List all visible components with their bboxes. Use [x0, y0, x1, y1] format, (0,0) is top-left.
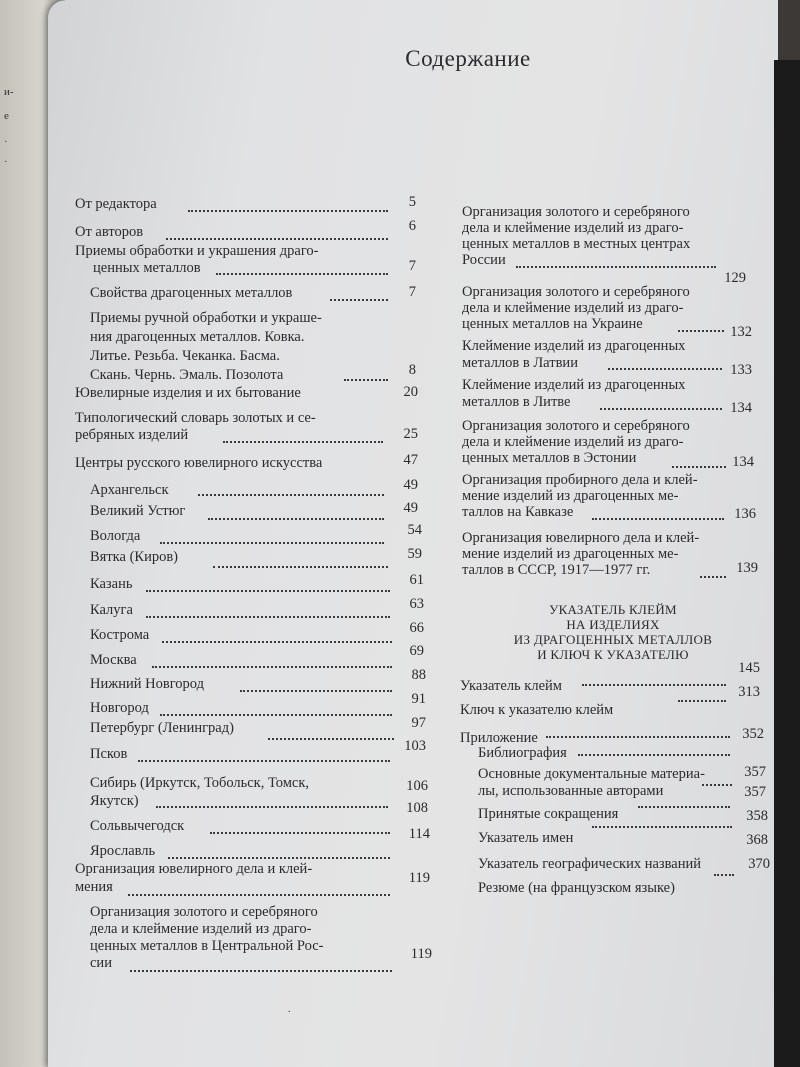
toc-entry — [90, 774, 410, 810]
page-number: 313 — [738, 684, 760, 700]
toc-entry — [90, 843, 155, 860]
toc-entry-text: Нижний Новгород — [90, 676, 205, 692]
page-number: 357 — [744, 764, 766, 780]
toc-entry — [478, 745, 567, 762]
leader-dots — [714, 874, 734, 876]
toc-entry-text: лы, использованные авторами — [478, 783, 664, 799]
toc-entry-text: дела и клеймение изделий из драго- — [462, 434, 684, 450]
toc-entry-text: таллов в СССР, 1917—1977 гг. — [462, 562, 651, 578]
leader-dots — [592, 518, 724, 520]
toc-entry-text: Литье. Резьба. Чеканка. Басма. — [90, 348, 280, 364]
leader-dots — [208, 518, 384, 520]
page-number: 134 — [730, 400, 752, 416]
page-number: 59 — [407, 546, 422, 562]
page-number: 47 — [403, 452, 418, 468]
leader-dots — [160, 714, 392, 716]
toc-entry-text: Вятка (Киров) — [90, 549, 178, 565]
page-number: 133 — [730, 362, 752, 378]
page-number: 370 — [748, 856, 770, 872]
toc-entry — [75, 385, 395, 402]
toc-entry — [90, 720, 234, 737]
toc-entry-text: От авторов — [75, 224, 144, 240]
toc-entry-text: таллов на Кавказе — [462, 504, 574, 520]
page-speck: . — [288, 1004, 291, 1015]
page-number: 129 — [724, 270, 746, 286]
page-number: 54 — [407, 522, 422, 538]
toc-entry — [460, 678, 562, 695]
toc-entry-text: Организация золотого и серебряного — [462, 418, 690, 434]
toc-entry-text: Приемы ручной обработки и украше- — [90, 310, 322, 326]
leader-dots — [146, 590, 390, 592]
toc-entry-text: мения — [75, 879, 113, 895]
toc-entry-text: Организация ювелирного дела и клей- — [75, 861, 313, 877]
leader-dots — [138, 760, 390, 762]
page-number: 119 — [408, 870, 430, 886]
toc-entry — [90, 904, 410, 972]
toc-entry — [90, 627, 149, 644]
toc-entry-text: Организация золотого и серебряного — [90, 904, 318, 920]
toc-entry-text: Резюме (на французском языке) — [478, 880, 675, 896]
toc-entry — [90, 503, 185, 520]
toc-entry — [90, 602, 133, 619]
toc-entry-text: От редактора — [75, 196, 157, 212]
leader-dots — [188, 210, 388, 212]
toc-entry-text: Центры русского ювелирного искусства — [75, 455, 323, 471]
toc-entry — [462, 530, 752, 578]
toc-entry-text: Организация ювелирного дела и клей- — [462, 530, 700, 546]
toc-entry-text: дела и клеймение изделий из драго- — [462, 220, 684, 236]
page-number: 7 — [408, 258, 416, 274]
page-number: 139 — [736, 560, 758, 576]
page-title: Содержание — [405, 46, 531, 71]
toc-entry — [90, 549, 178, 566]
leader-dots — [223, 441, 383, 443]
leader-dots — [516, 266, 716, 268]
leader-dots — [156, 806, 388, 808]
leader-dots — [672, 466, 726, 468]
toc-entry-text: Организация золотого и серебряного — [462, 204, 690, 220]
index-heading-line: ИЗ ДРАГОЦЕННЫХ МЕТАЛЛОВ — [513, 632, 713, 647]
toc-entry — [460, 702, 613, 719]
page-number: 5 — [408, 194, 416, 210]
page-number: 7 — [408, 284, 416, 300]
page-number: 119 — [410, 946, 432, 962]
toc-entry-text: Указатель имен — [478, 830, 574, 846]
toc-entry — [90, 818, 184, 835]
toc-entry-text: Якутск) — [90, 793, 139, 809]
leader-dots — [168, 857, 390, 859]
toc-entry-text: Ювелирные изделия и их бытование — [75, 385, 301, 401]
leader-dots — [546, 736, 730, 738]
toc-entry-text: ценных металлов в Центральной Рос- — [90, 938, 324, 954]
page-number: 61 — [409, 572, 424, 588]
toc-entry-text: сии — [90, 955, 112, 971]
toc-entry-text: Калуга — [90, 602, 133, 618]
toc-entry-text: мение изделий из драгоценных ме- — [462, 488, 679, 504]
leader-dots — [166, 238, 388, 240]
toc-entry — [90, 576, 132, 593]
toc-entry — [90, 482, 169, 499]
leader-dots — [198, 494, 384, 496]
toc-entry-text: Указатель клейм — [460, 678, 562, 694]
leader-dots — [128, 894, 390, 896]
toc-entry — [478, 766, 748, 800]
leader-dots — [210, 832, 390, 834]
page-number: 132 — [730, 324, 752, 340]
index-heading — [488, 602, 738, 662]
toc-entry-text: Основные документальные материа- — [478, 766, 705, 782]
toc-entry-text: Клеймение изделий из драгоценных — [462, 338, 686, 354]
leader-dots — [700, 576, 726, 578]
page-number: 49 — [403, 477, 418, 493]
toc-entry-text: Свойства драгоценных металлов — [90, 285, 293, 301]
toc-entry-text: Указатель географических названий — [478, 856, 702, 872]
toc-entry — [478, 880, 675, 897]
toc-entry-text: Новгород — [90, 700, 149, 716]
page-number: 103 — [404, 738, 426, 754]
leader-dots — [678, 330, 724, 332]
toc-entry-text: Приемы обработки и украшения драго- — [75, 243, 319, 259]
toc-entry-text: Москва — [90, 652, 137, 668]
toc-entry — [478, 830, 573, 847]
prev-page-fragment: · — [4, 156, 8, 168]
toc-entry — [478, 856, 701, 873]
page-number: 145 — [738, 660, 760, 676]
page-number: 108 — [406, 800, 428, 816]
toc-entry-text: Организация пробирного дела и клей- — [462, 472, 698, 488]
page-number: 69 — [409, 643, 424, 659]
page-number: 358 — [746, 808, 768, 824]
page-number: 25 — [403, 426, 418, 442]
book-cover-edge — [774, 60, 800, 1067]
toc-entry-text: Псков — [90, 746, 128, 762]
toc-entry-text: Великий Устюг — [90, 503, 186, 519]
prev-page-fragment: · — [4, 136, 8, 148]
page-number: 66 — [409, 620, 424, 636]
toc-entry — [75, 455, 395, 472]
toc-entry — [462, 377, 752, 411]
leader-dots — [160, 542, 384, 544]
toc-entry-text: Сибирь (Иркутск, Тобольск, Томск, — [90, 775, 309, 791]
leader-dots — [578, 754, 730, 756]
page-number: 88 — [411, 667, 426, 683]
leader-dots — [638, 806, 730, 808]
toc-entry-text: ценных металлов — [93, 260, 201, 276]
toc-entry — [90, 652, 137, 669]
toc-entry-text: металлов в Литве — [462, 394, 571, 410]
page-number: 49 — [403, 500, 418, 516]
page-number: 91 — [411, 691, 426, 707]
toc-entry-text: Казань — [90, 576, 133, 592]
leader-dots — [582, 684, 726, 686]
leader-dots — [344, 379, 388, 381]
toc-entry — [75, 243, 385, 277]
leader-dots — [152, 666, 392, 668]
toc-entry — [478, 806, 618, 823]
page-number: 20 — [403, 384, 418, 400]
leader-dots — [702, 784, 732, 786]
toc-entry-text: Библиография — [478, 745, 567, 761]
toc-entry — [90, 528, 140, 545]
leader-dots — [216, 273, 388, 275]
leader-dots — [592, 826, 732, 828]
toc-entry-text: Принятые сокращения — [478, 806, 619, 822]
toc-entry-text: Вологда — [90, 528, 141, 544]
page-number: 134 — [732, 454, 754, 470]
toc-entry-text: ценных металлов в Эстонии — [462, 450, 637, 466]
page-number: 368 — [746, 832, 768, 848]
toc-entry — [462, 284, 752, 332]
index-heading-line: УКАЗАТЕЛЬ КЛЕЙМ — [549, 602, 677, 617]
toc-entry — [90, 676, 204, 693]
toc-entry-text: металлов в Латвии — [462, 355, 578, 371]
leader-dots — [600, 408, 722, 410]
toc-entry-text: Клеймение изделий из драгоценных — [462, 377, 686, 393]
leader-dots — [608, 368, 722, 370]
toc-entry-text: дела и клеймение изделий из драго- — [90, 921, 312, 937]
page-number: 136 — [734, 506, 756, 522]
toc-entry-text: ребряных изделий — [75, 427, 189, 443]
toc-entry — [90, 746, 127, 763]
prev-page-fragment: е — [4, 110, 9, 122]
index-heading-line: И КЛЮЧ К УКАЗАТЕЛЮ — [537, 647, 689, 662]
toc-entry-text: Ярославль — [90, 843, 156, 859]
toc-entry-text: Кострома — [90, 627, 150, 643]
leader-dots — [268, 738, 394, 740]
page-number: 114 — [408, 826, 430, 842]
toc-entry — [462, 338, 752, 372]
toc-entry-text: Приложение — [460, 730, 538, 746]
leader-dots — [162, 641, 392, 643]
toc-entry — [90, 700, 149, 717]
leader-dots — [678, 700, 726, 702]
toc-entry — [75, 410, 395, 444]
toc-entry — [75, 860, 415, 896]
toc-entry — [462, 418, 752, 466]
leader-dots — [213, 566, 388, 568]
toc-entry-text: Сольвычегодск — [90, 818, 185, 834]
toc-entry-text: Петербург (Ленинград) — [90, 720, 234, 736]
toc-entry-text: дела и клеймение изделий из драго- — [462, 300, 684, 316]
toc-entry — [90, 309, 390, 385]
toc-entry-text: Скань. Чернь. Эмаль. Позолота — [90, 367, 284, 383]
toc-entry-text: России — [462, 252, 506, 268]
contents-page — [48, 0, 778, 1067]
leader-dots — [146, 616, 390, 618]
index-heading-line: НА ИЗДЕЛИЯХ — [566, 617, 660, 632]
page-number: 97 — [411, 715, 426, 731]
prev-page-fragment: и- — [4, 86, 14, 98]
page-number: 6 — [408, 218, 416, 234]
toc-entry-text: ценных металлов в местных центрах — [462, 236, 691, 252]
page-number: 63 — [409, 596, 424, 612]
toc-entry-text: ния драгоценных металлов. Ковка. — [90, 329, 305, 345]
toc-entry-text: ценных металлов на Украине — [462, 316, 643, 332]
page-number: 106 — [406, 778, 428, 794]
page-number: 8 — [408, 362, 416, 378]
page-number: 357 — [744, 784, 766, 800]
toc-entry-text: Архангельск — [90, 482, 169, 498]
leader-dots — [240, 690, 392, 692]
toc-entry-text: Типологический словарь золотых и се- — [75, 410, 316, 426]
toc-entry-text: Организация золотого и серебряного — [462, 284, 690, 300]
toc-entry — [462, 204, 742, 268]
toc-entry — [462, 472, 752, 520]
toc-entry-text: Ключ к указателю клейм — [460, 702, 614, 718]
leader-dots — [330, 299, 388, 301]
page-number: 352 — [742, 726, 764, 742]
toc-entry-text: мение изделий из драгоценных ме- — [462, 546, 679, 562]
leader-dots — [130, 970, 392, 972]
